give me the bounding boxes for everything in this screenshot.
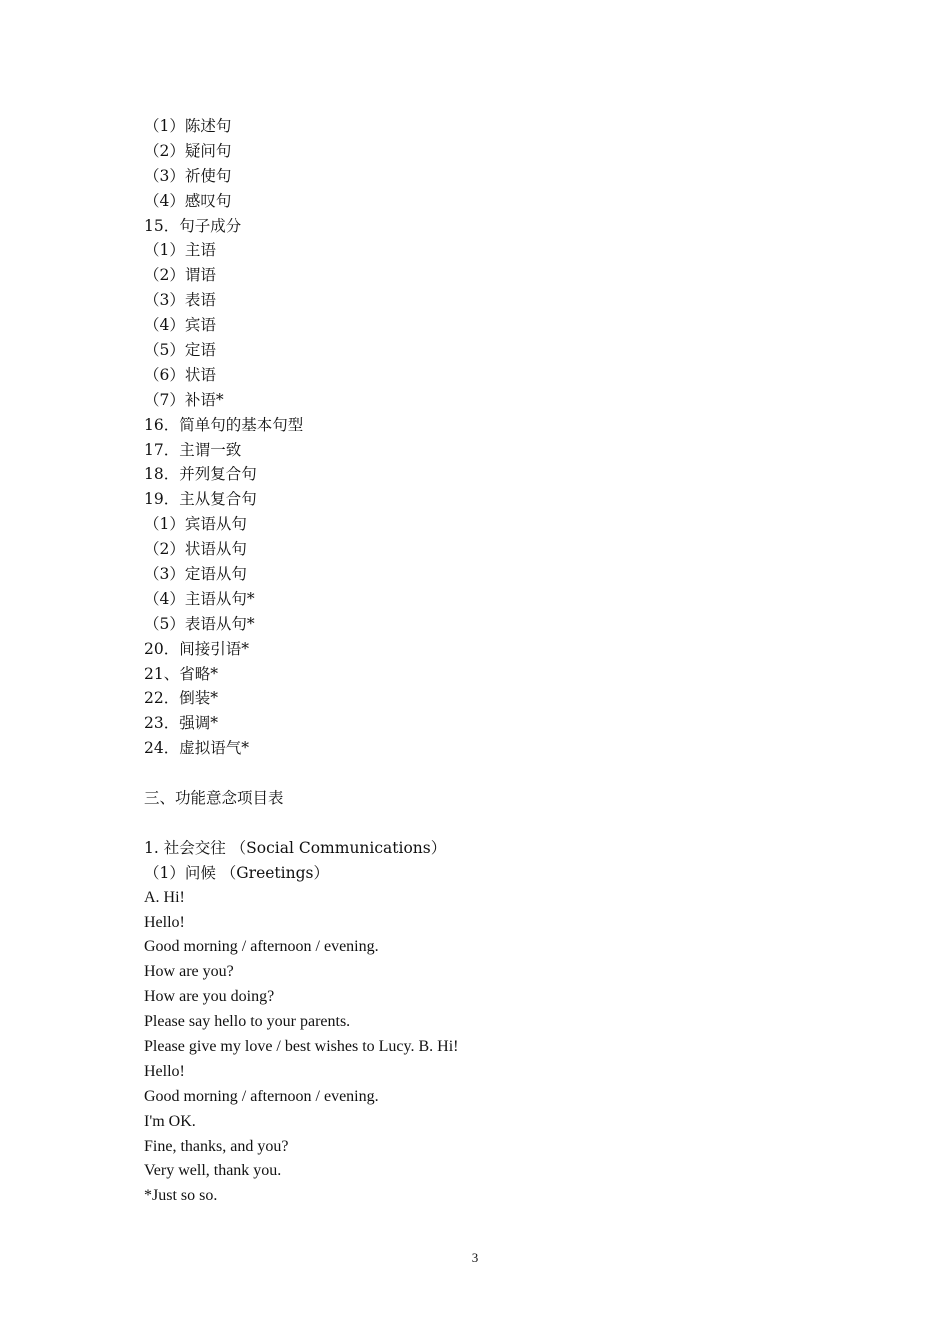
section-heading: 三、功能意念项目表 bbox=[144, 789, 284, 808]
list-item: （3）定语从句 bbox=[144, 565, 247, 584]
list-item: （2）谓语 bbox=[144, 266, 216, 285]
phrase-list bbox=[144, 886, 844, 1210]
phrase-line: Please say hello to your parents. bbox=[144, 1013, 351, 1031]
list-item: 16．简单句的基本句型 bbox=[144, 415, 304, 434]
phrase-line: A. Hi! bbox=[144, 888, 185, 906]
list-item: （4）主语从句* bbox=[144, 589, 255, 608]
list-item: 22．倒装* bbox=[144, 689, 218, 708]
list-item: （6）状语 bbox=[144, 365, 216, 384]
list-item: （1）主语 bbox=[144, 241, 216, 260]
list-item: 15．句子成分 bbox=[144, 216, 242, 235]
list-item: 23．强调* bbox=[144, 714, 218, 733]
list-item: （1）陈述句 bbox=[144, 117, 232, 135]
phrase-line: How are you doing? bbox=[144, 988, 275, 1006]
list-item: （3）表语 bbox=[144, 291, 216, 310]
spacer bbox=[144, 761, 844, 786]
list-item: （2）状语从句 bbox=[144, 540, 247, 559]
grammar-list bbox=[144, 114, 844, 761]
list-item: 19．主从复合句 bbox=[144, 490, 257, 509]
spacer bbox=[144, 811, 844, 836]
list-item: （4）宾语 bbox=[144, 316, 216, 335]
phrase-line: *Just so so. bbox=[144, 1187, 218, 1205]
phrase-line: Good morning / afternoon / evening. bbox=[144, 1087, 379, 1105]
list-item: （2）疑问句 bbox=[144, 141, 232, 160]
list-item: （7）补语* bbox=[144, 390, 224, 409]
list-item: 24．虚拟语气* bbox=[144, 739, 249, 758]
document-body bbox=[144, 114, 844, 1209]
list-item: （5）定语 bbox=[144, 341, 216, 360]
list-item: 21、省略* bbox=[144, 664, 218, 683]
item-heading: 1. 社会交往 （Social Communications） bbox=[144, 838, 447, 857]
phrase-line: How are you? bbox=[144, 963, 234, 981]
phrase-line: I'm OK. bbox=[144, 1112, 196, 1130]
list-item: 20．间接引语* bbox=[144, 639, 249, 658]
list-item: 18．并列复合句 bbox=[144, 465, 257, 484]
list-item: （5）表语从句* bbox=[144, 614, 255, 633]
phrase-line: Hello! bbox=[144, 1062, 185, 1080]
phrase-line: Hello! bbox=[144, 913, 185, 931]
list-item: 17．主谓一致 bbox=[144, 440, 242, 459]
list-item: （1）宾语从句 bbox=[144, 515, 247, 534]
list-item: （4）感叹句 bbox=[144, 191, 232, 210]
phrase-line: Good morning / afternoon / evening. bbox=[144, 938, 379, 956]
phrase-line: Fine, thanks, and you? bbox=[144, 1137, 289, 1155]
phrase-line: Very well, thank you. bbox=[144, 1162, 282, 1180]
list-item: （3）祈使句 bbox=[144, 166, 232, 185]
page-number: 3 bbox=[471, 1250, 479, 1265]
sub-heading: （1）问候 （Greetings） bbox=[144, 863, 329, 882]
phrase-line: Please give my love / best wishes to Lucy. B. Hi! bbox=[144, 1037, 459, 1055]
